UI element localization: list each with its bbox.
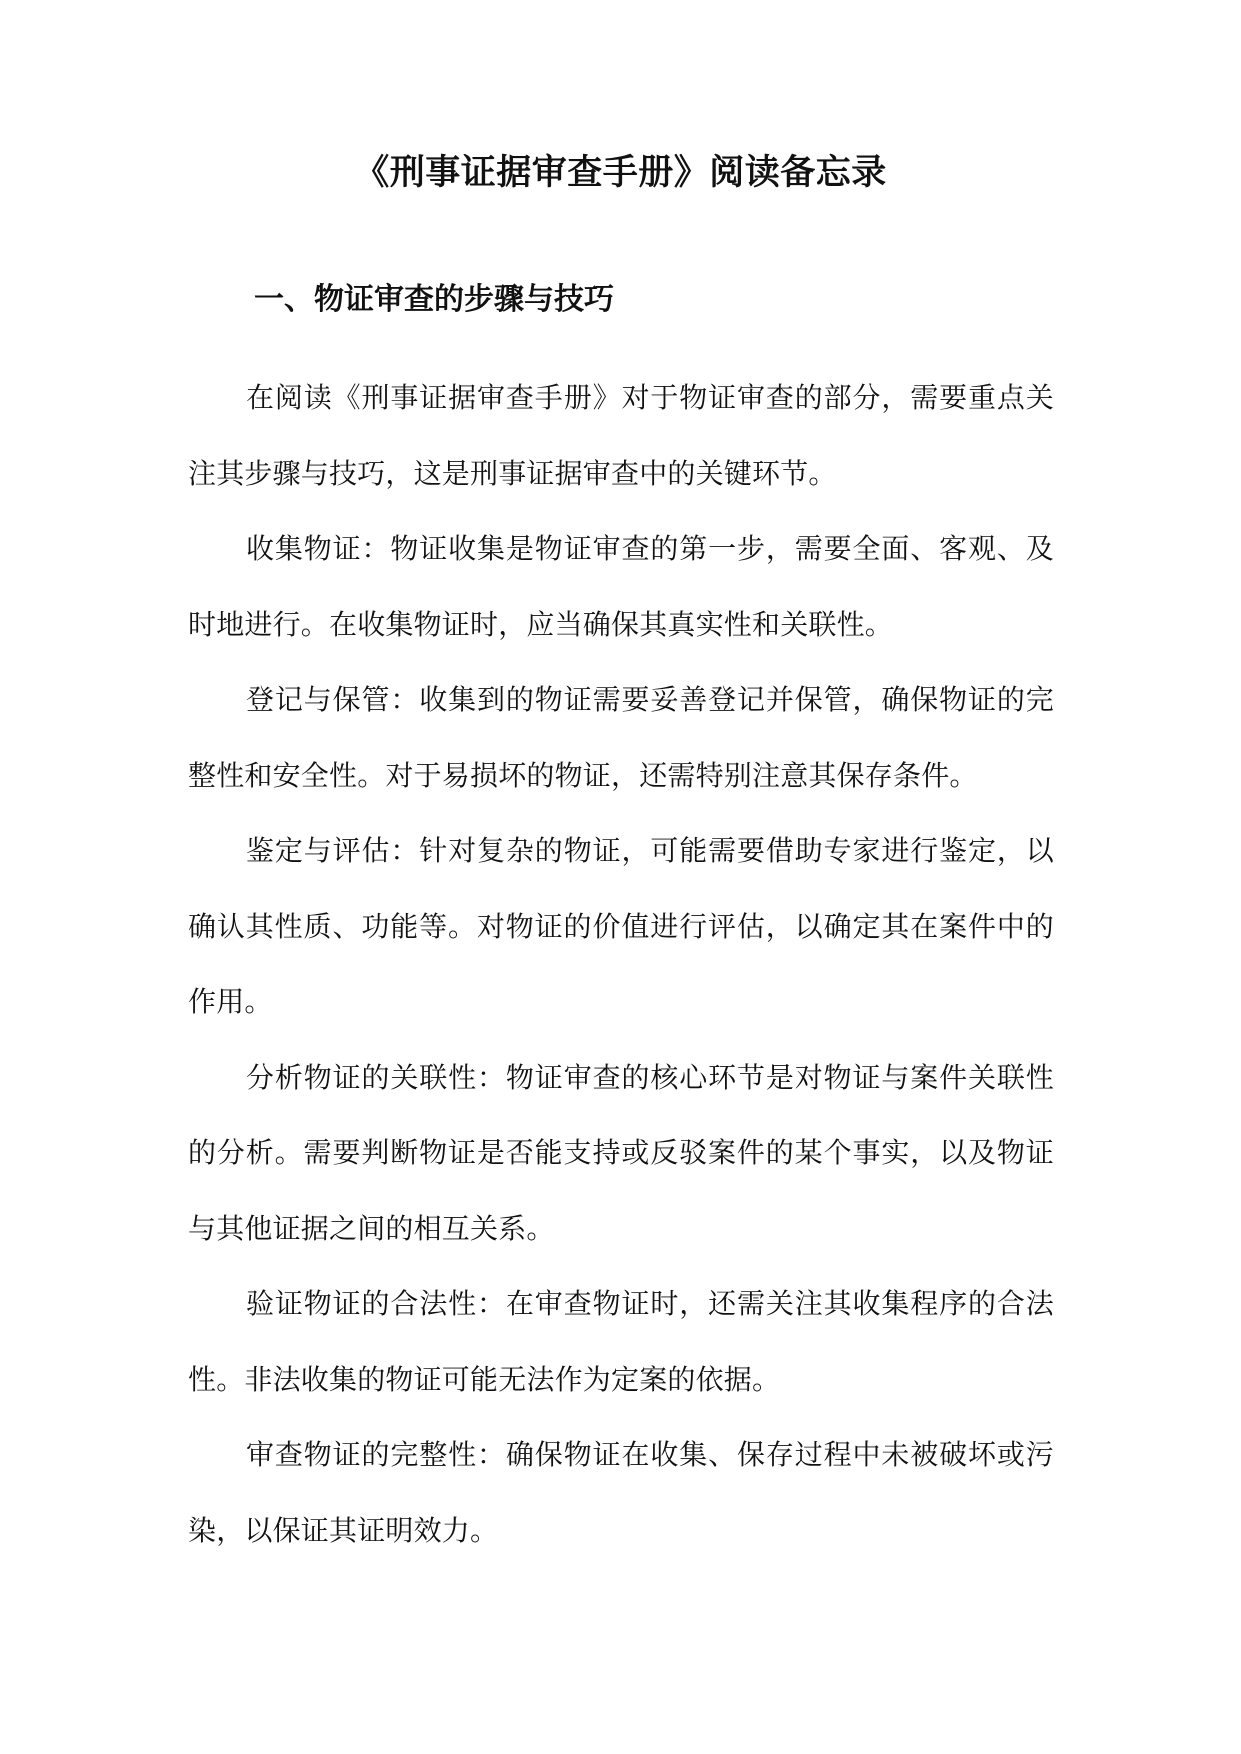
- paragraph-intro: 在阅读《刑事证据审查手册》对于物证审查的部分，需要重点关注其步骤与技巧，这是刑事证据审查中的关键环节。: [188, 381, 1054, 490]
- section-heading: 一、物证审查的步骤与技巧: [254, 282, 614, 317]
- paragraph-relevance: 分析物证的关联性：物证审查的核心环节是对物证与案件关联性的分析。需要判断物证是否能支持或反驳案件的某个事实，以及物证与其他证据之间的相互关系。: [188, 1060, 1054, 1245]
- paragraph-collect-evidence: 收集物证：物证收集是物证审查的第一步，需要全面、客观、及时地进行。在收集物证时，应当确保其真实性和关联性。: [188, 532, 1054, 641]
- paragraph-integrity: 审查物证的完整性：确保物证在收集、保存过程中未被破坏或污染，以保证其证明效力。: [188, 1438, 1054, 1547]
- body-text: [188, 360, 1054, 1568]
- paragraph-register-storage: 登记与保管：收集到的物证需要妥善登记并保管，确保物证的完整性和安全性。对于易损坏的物证，还需特别注意其保存条件。: [188, 683, 1054, 792]
- document-title: 《刑事证据审查手册》阅读备忘录: [354, 153, 887, 193]
- paragraph-appraisal: 鉴定与评估：针对复杂的物证，可能需要借助专家进行鉴定，以确认其性质、功能等。对物证的价值进行评估，以确定其在案件中的作用。: [188, 834, 1054, 1018]
- paragraph-legality: 验证物证的合法性：在审查物证时，还需关注其收集程序的合法性。非法收集的物证可能无法作为定案的依据。: [188, 1287, 1054, 1396]
